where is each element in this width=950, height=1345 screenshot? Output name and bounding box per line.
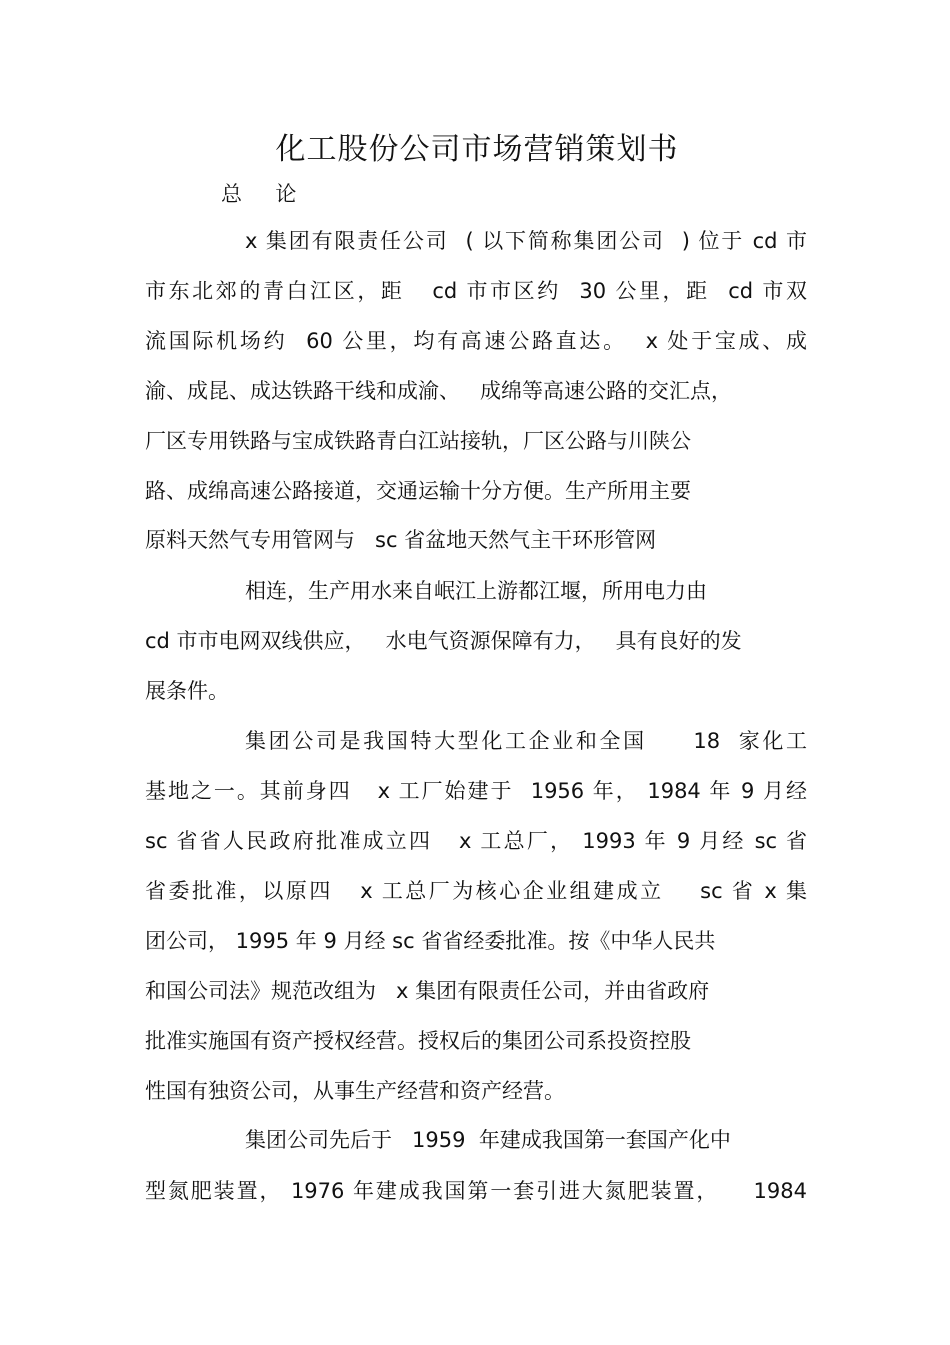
text-line: 和国公司法》规范改组为 x 集团有限责任公司，并由省政府 bbox=[145, 979, 710, 1003]
text-line: 展条件。 bbox=[145, 679, 229, 703]
text-line: 厂区专用铁路与宝成铁路青白江站接轨，厂区公路与川陕公 bbox=[145, 429, 691, 453]
text-line: 基地之一。其前身四 x 工厂始建于 1956 年， 1984 年 9 月经 bbox=[145, 779, 807, 803]
document-title: 化工股份公司市场营销策划书 bbox=[275, 132, 679, 167]
section-heading: 总 论 bbox=[221, 182, 297, 206]
text-line: 市东北郊的青白江区，距 cd 市市区约 30 公里，距 cd 市双 bbox=[145, 279, 807, 303]
text-line: 集团公司先后于 1959 年建成我国第一套国产化中 bbox=[245, 1128, 731, 1152]
text-line: 流国际机场约 60 公里，均有高速公路直达。 x 处于宝成、成 bbox=[145, 329, 807, 353]
text-line: 性国有独资公司，从事生产经营和资产经营。 bbox=[145, 1079, 565, 1103]
text-line: 集团公司是我国特大型化工企业和全国 18 家化工 bbox=[245, 729, 807, 753]
text-line: 原料天然气专用管网与 sc 省盆地天然气主干环形管网 bbox=[145, 528, 657, 552]
text-line: 相连，生产用水来自岷江上游都江堰，所用电力由 bbox=[245, 579, 707, 603]
text-line: x 集团有限责任公司 ( 以下简称集团公司 ) 位于 cd 市 bbox=[245, 229, 807, 253]
text-line: 省委批准，以原四 x 工总厂为核心企业组建成立 sc 省 x 集 bbox=[145, 879, 807, 903]
text-line: 团公司， 1995 年 9 月经 sc 省省经委批准。按《中华人民共 bbox=[145, 929, 716, 953]
text-line: 渝、成昆、成达铁路干线和成渝、 成绵等高速公路的交汇点， bbox=[145, 379, 733, 403]
text-line: 型氮肥装置， 1976 年建成我国第一套引进大氮肥装置， 1984 bbox=[145, 1179, 807, 1203]
text-line: cd 市市电网双线供应， 水电气资源保障有力， 具有良好的发 bbox=[145, 629, 742, 653]
text-line: 路、成绵高速公路接道，交通运输十分方便。生产所用主要 bbox=[145, 479, 691, 503]
text-line: sc 省省人民政府批准成立四 x 工总厂， 1993 年 9 月经 sc 省 bbox=[145, 829, 807, 853]
text-line: 批准实施国有资产授权经营。授权后的集团公司系投资控股 bbox=[145, 1029, 691, 1053]
